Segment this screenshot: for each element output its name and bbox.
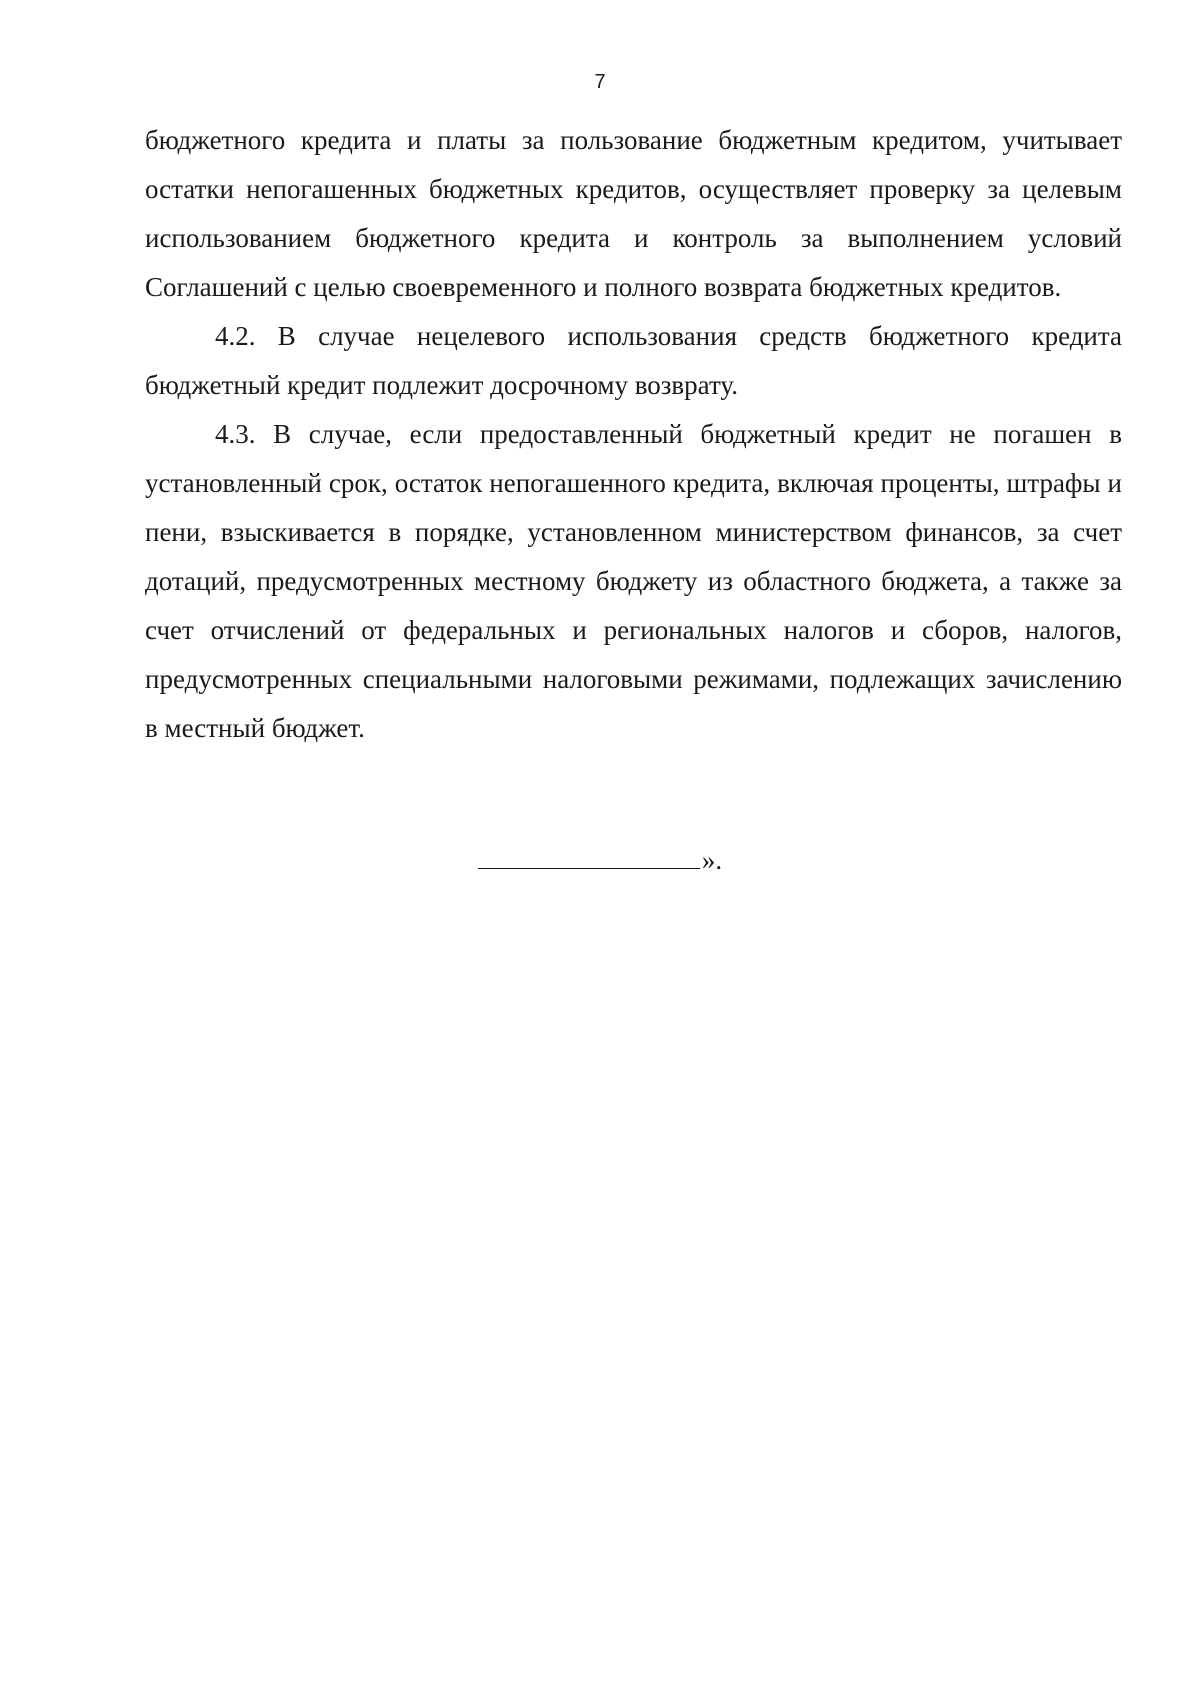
closing-underline xyxy=(478,840,700,869)
document-body xyxy=(145,116,1122,753)
paragraph-continuation: бюджетного кредита и платы за пользование бюджетным кредитом, учитывает остатки непогашенных бюджетных кредитов, осуществляет проверку за целевым использованием бюджетного кредита и контроль за выполнением условий Соглашений с целью своевременного и полного возврата бюджетных кредитов. xyxy=(145,125,1122,302)
paragraph-4-2: 4.2. В случае нецелевого использования средств бюджетного кредита бюджетный кредит подлежит досрочному возврату. xyxy=(145,321,1122,400)
paragraph-4-3: 4.3. В случае, если предоставленный бюджетный кредит не погашен в установленный срок, остаток непогашенного кредита, включая проценты, штрафы и пени, взыскивается в порядке, установленном министерством финансов, за счет дотаций, предусмотренных местному бюджету из областного бюджета, а также за счет отчислений от федеральных и региональных налогов и сборов, налогов, предусмотренных специальными налоговыми режимами, подлежащих зачислению в местный бюджет. xyxy=(145,419,1122,743)
closing-quote: ». xyxy=(701,845,723,875)
closing-mark xyxy=(0,840,1200,880)
page-number: 7 xyxy=(594,71,606,93)
